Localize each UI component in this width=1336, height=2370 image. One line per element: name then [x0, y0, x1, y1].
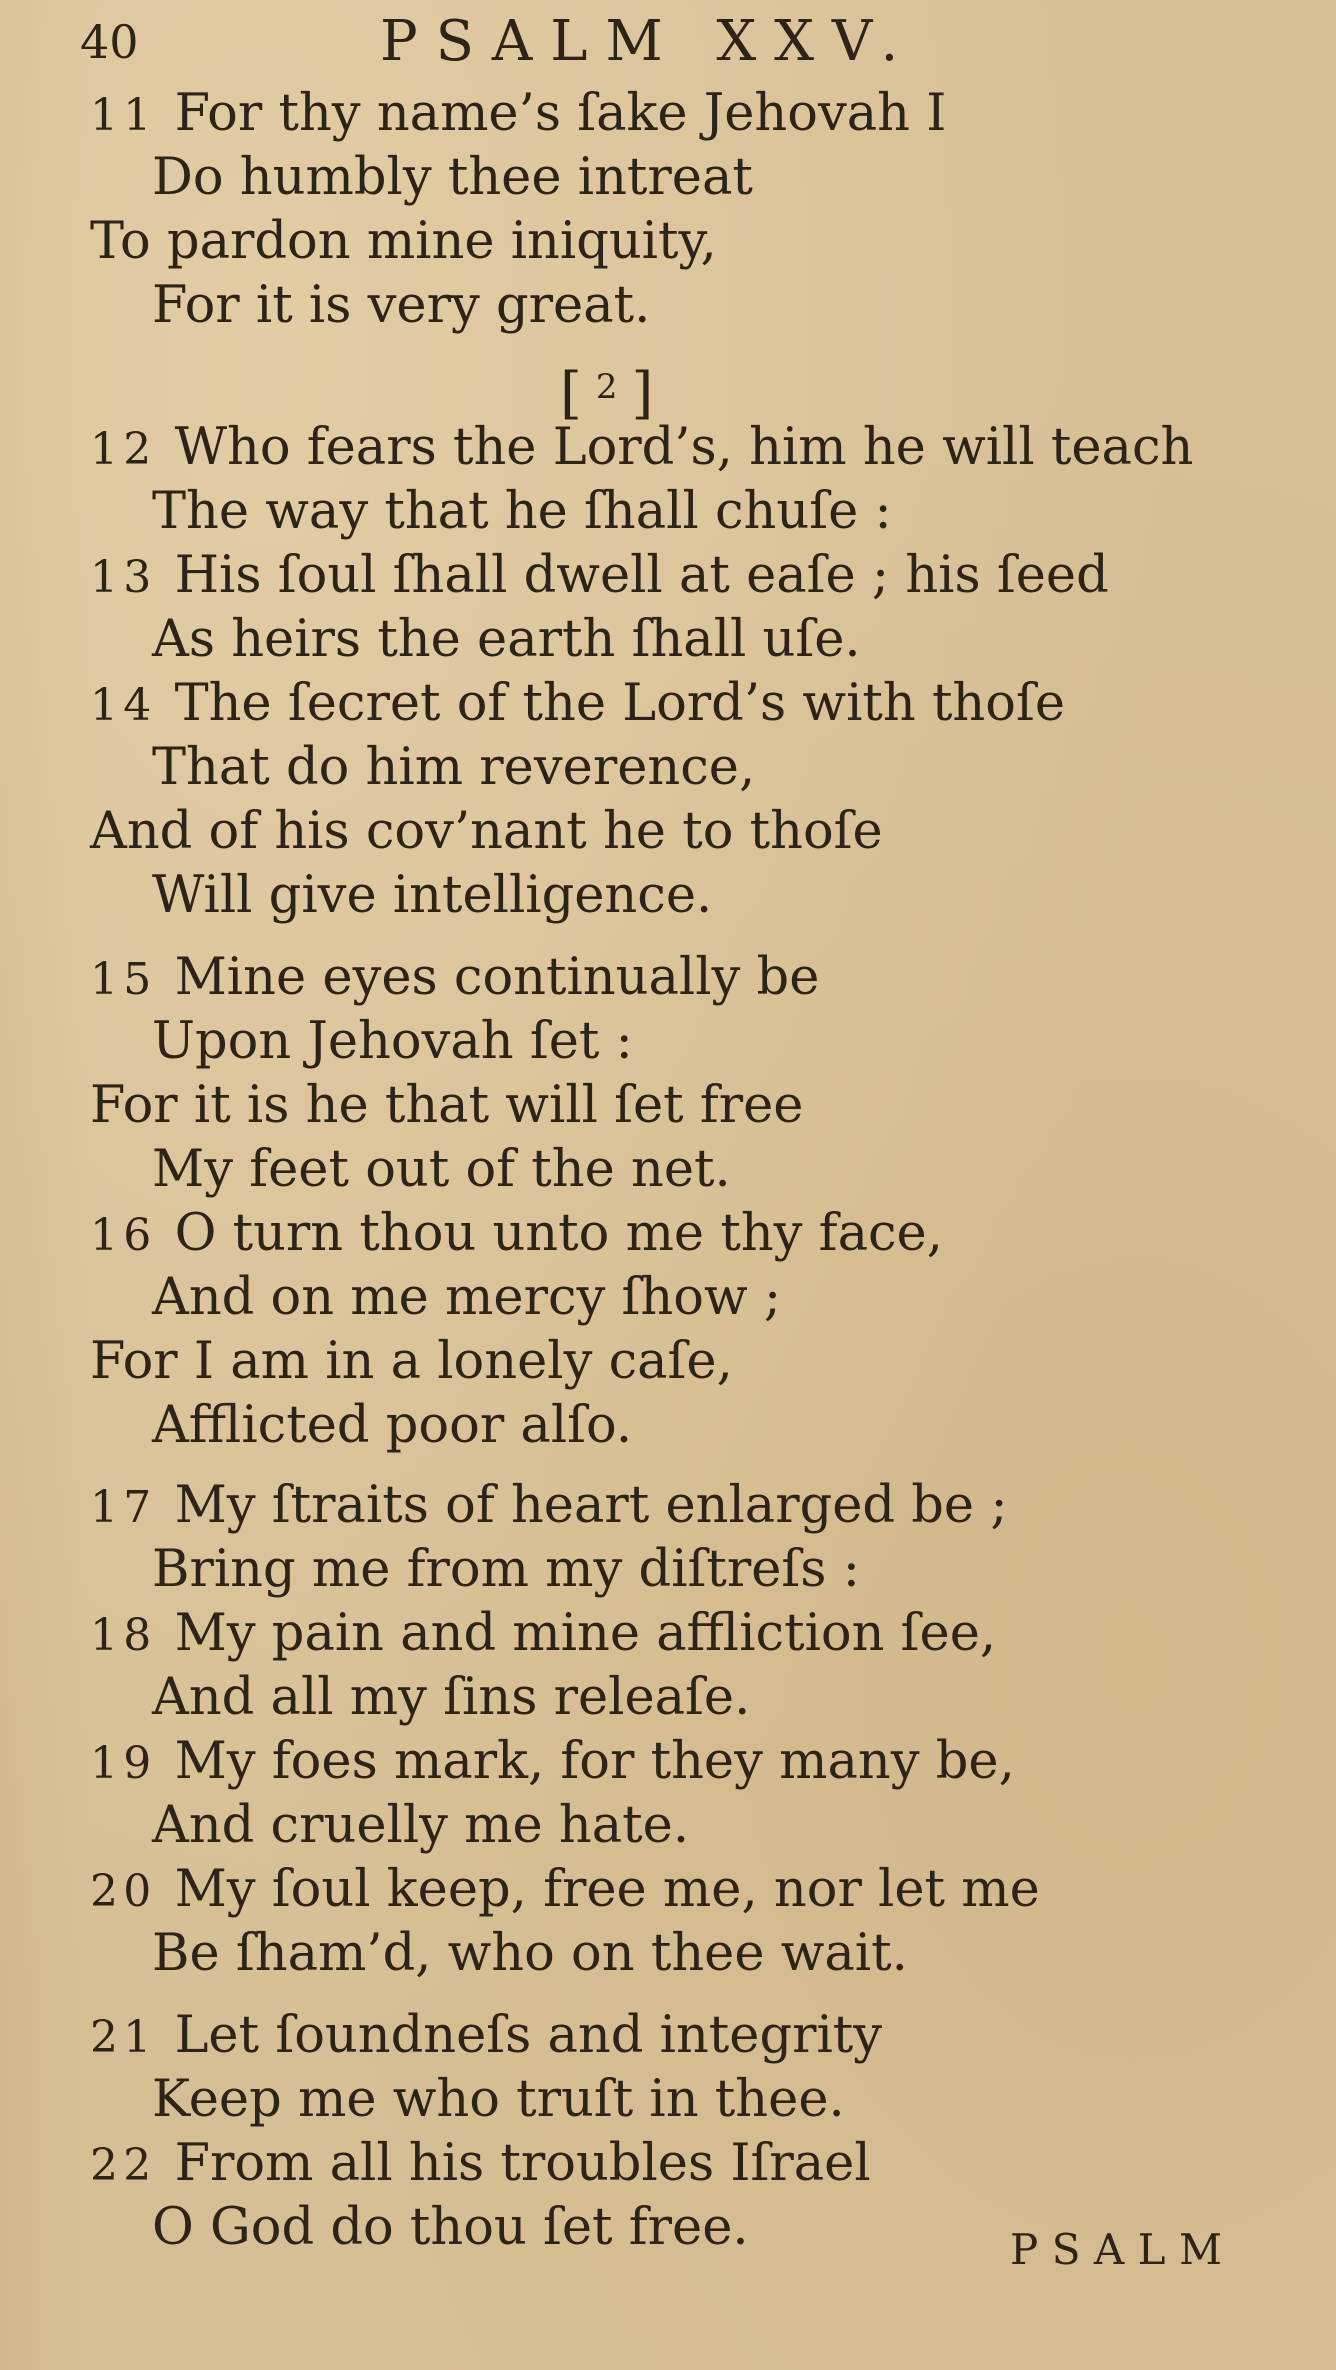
- stanza-number: 2: [595, 367, 618, 407]
- verse-line: [90, 2004, 882, 2070]
- verse-text: Bring me from my diſtreſs :: [152, 1540, 860, 1599]
- verse-text: Do humbly thee intreat: [152, 148, 753, 207]
- verse-number: 18: [90, 1610, 157, 1661]
- stanza-bracket-close: ]: [631, 361, 654, 426]
- page-header: [80, 9, 980, 74]
- verse-text: Let ſoundneſs and integrity: [174, 2006, 883, 2065]
- verse-line: [152, 1394, 632, 1458]
- verse-line: [152, 1138, 731, 1202]
- verse-line: [152, 736, 755, 800]
- verse-line: [90, 2132, 871, 2198]
- verse-number: 16: [90, 1210, 157, 1261]
- verse-line: [152, 2068, 845, 2132]
- verse-text: Will give intelligence.: [152, 866, 713, 925]
- verse-text: That do him reverence,: [152, 738, 756, 797]
- verse-line: [90, 1858, 1040, 1924]
- verse-line: [90, 1730, 1015, 1796]
- verse-text: And cruelly me hate.: [152, 1796, 690, 1855]
- verse-line: [152, 274, 650, 338]
- verse-line: [90, 82, 946, 148]
- verse-line: [152, 608, 861, 672]
- verse-text: My feet out of the net.: [152, 1140, 731, 1199]
- verse-text: And all my ſins releaſe.: [152, 1668, 751, 1727]
- verse-number: 21: [90, 2012, 157, 2063]
- verse-text: To pardon mine iniquity,: [90, 212, 717, 271]
- verse-text: The ſecret of the Lord’s with thoſe: [174, 674, 1066, 733]
- verse-number: 22: [90, 2140, 157, 2191]
- verse-line: [90, 800, 883, 864]
- verse-text: My foes mark, for they many be,: [174, 1732, 1015, 1791]
- verse-line: [90, 1602, 996, 1668]
- catchword: PSALM: [1010, 2225, 1236, 2274]
- verse-line: [90, 1330, 733, 1394]
- verse-text: For it is very great.: [152, 276, 651, 335]
- verse-text: And on me mercy ſhow ;: [152, 1268, 782, 1327]
- verse-text: Keep me who truſt in thee.: [152, 2070, 845, 2129]
- verse-number: 11: [90, 90, 157, 141]
- running-title: PSALM XXV.: [380, 9, 917, 74]
- stanza-bracket-open: [: [560, 361, 582, 426]
- verse-text: For it is he that will ſet free: [90, 1076, 804, 1135]
- verse-line: [152, 1922, 908, 1986]
- verse-line: [152, 1010, 633, 1074]
- verse-text: His ſoul ſhall dwell at eaſe ; his ſeed: [174, 546, 1109, 605]
- verse-number: 13: [90, 552, 157, 603]
- verse-line: [90, 1202, 943, 1268]
- verse-line: [152, 2196, 749, 2260]
- verse-line: [90, 210, 717, 274]
- verse-text: As heirs the earth ſhall uſe.: [152, 610, 861, 669]
- verse-text: And of his cov’nant he to thoſe: [90, 802, 883, 861]
- page-number: 40: [80, 15, 139, 69]
- verse-line: [90, 416, 1193, 482]
- verse-number: 12: [90, 424, 157, 475]
- verse-line: [152, 480, 892, 544]
- verse-text: Who fears the Lord’s, him he will teach: [174, 418, 1194, 477]
- verse-text: Be ſham’d, who on thee wait.: [152, 1924, 908, 1983]
- verse-number: 14: [90, 680, 157, 731]
- verse-line: [90, 1074, 803, 1138]
- verse-text: For thy name’s ſake Jehovah I: [174, 84, 947, 143]
- verse-line: [90, 946, 819, 1012]
- verse-text: For I am in a lonely caſe,: [90, 1332, 733, 1391]
- verse-line: [152, 146, 753, 210]
- verse-line: [90, 672, 1065, 738]
- verse-line: [152, 1266, 781, 1330]
- verse-text: My ſtraits of heart enlarged be ;: [174, 1476, 1008, 1535]
- verse-text: My ſoul keep, free me, nor let me: [174, 1860, 1040, 1919]
- verse-line: [152, 1794, 689, 1858]
- verse-number: 17: [90, 1482, 157, 1533]
- verse-line: [90, 544, 1109, 610]
- verse-line: [152, 1666, 750, 1730]
- verse-number: 19: [90, 1738, 157, 1789]
- verse-text: Afflicted poor alſo.: [152, 1396, 633, 1455]
- verse-text: Mine eyes continually be: [174, 948, 820, 1007]
- verse-text: From all his troubles Iſrael: [174, 2134, 871, 2193]
- verse-text: The way that he ſhall chuſe :: [152, 482, 892, 541]
- verse-number: 20: [90, 1866, 157, 1917]
- verse-line: [152, 864, 712, 928]
- verse-text: O God do thou ſet free.: [152, 2198, 749, 2257]
- verse-text: O turn thou unto me thy face,: [174, 1204, 943, 1263]
- verse-text: My pain and mine affliction ſee,: [174, 1604, 997, 1663]
- verse-line: [152, 1538, 860, 1602]
- verse-text: Upon Jehovah ſet :: [152, 1012, 633, 1071]
- verse-number: 15: [90, 954, 157, 1005]
- verse-line: [90, 1474, 1008, 1540]
